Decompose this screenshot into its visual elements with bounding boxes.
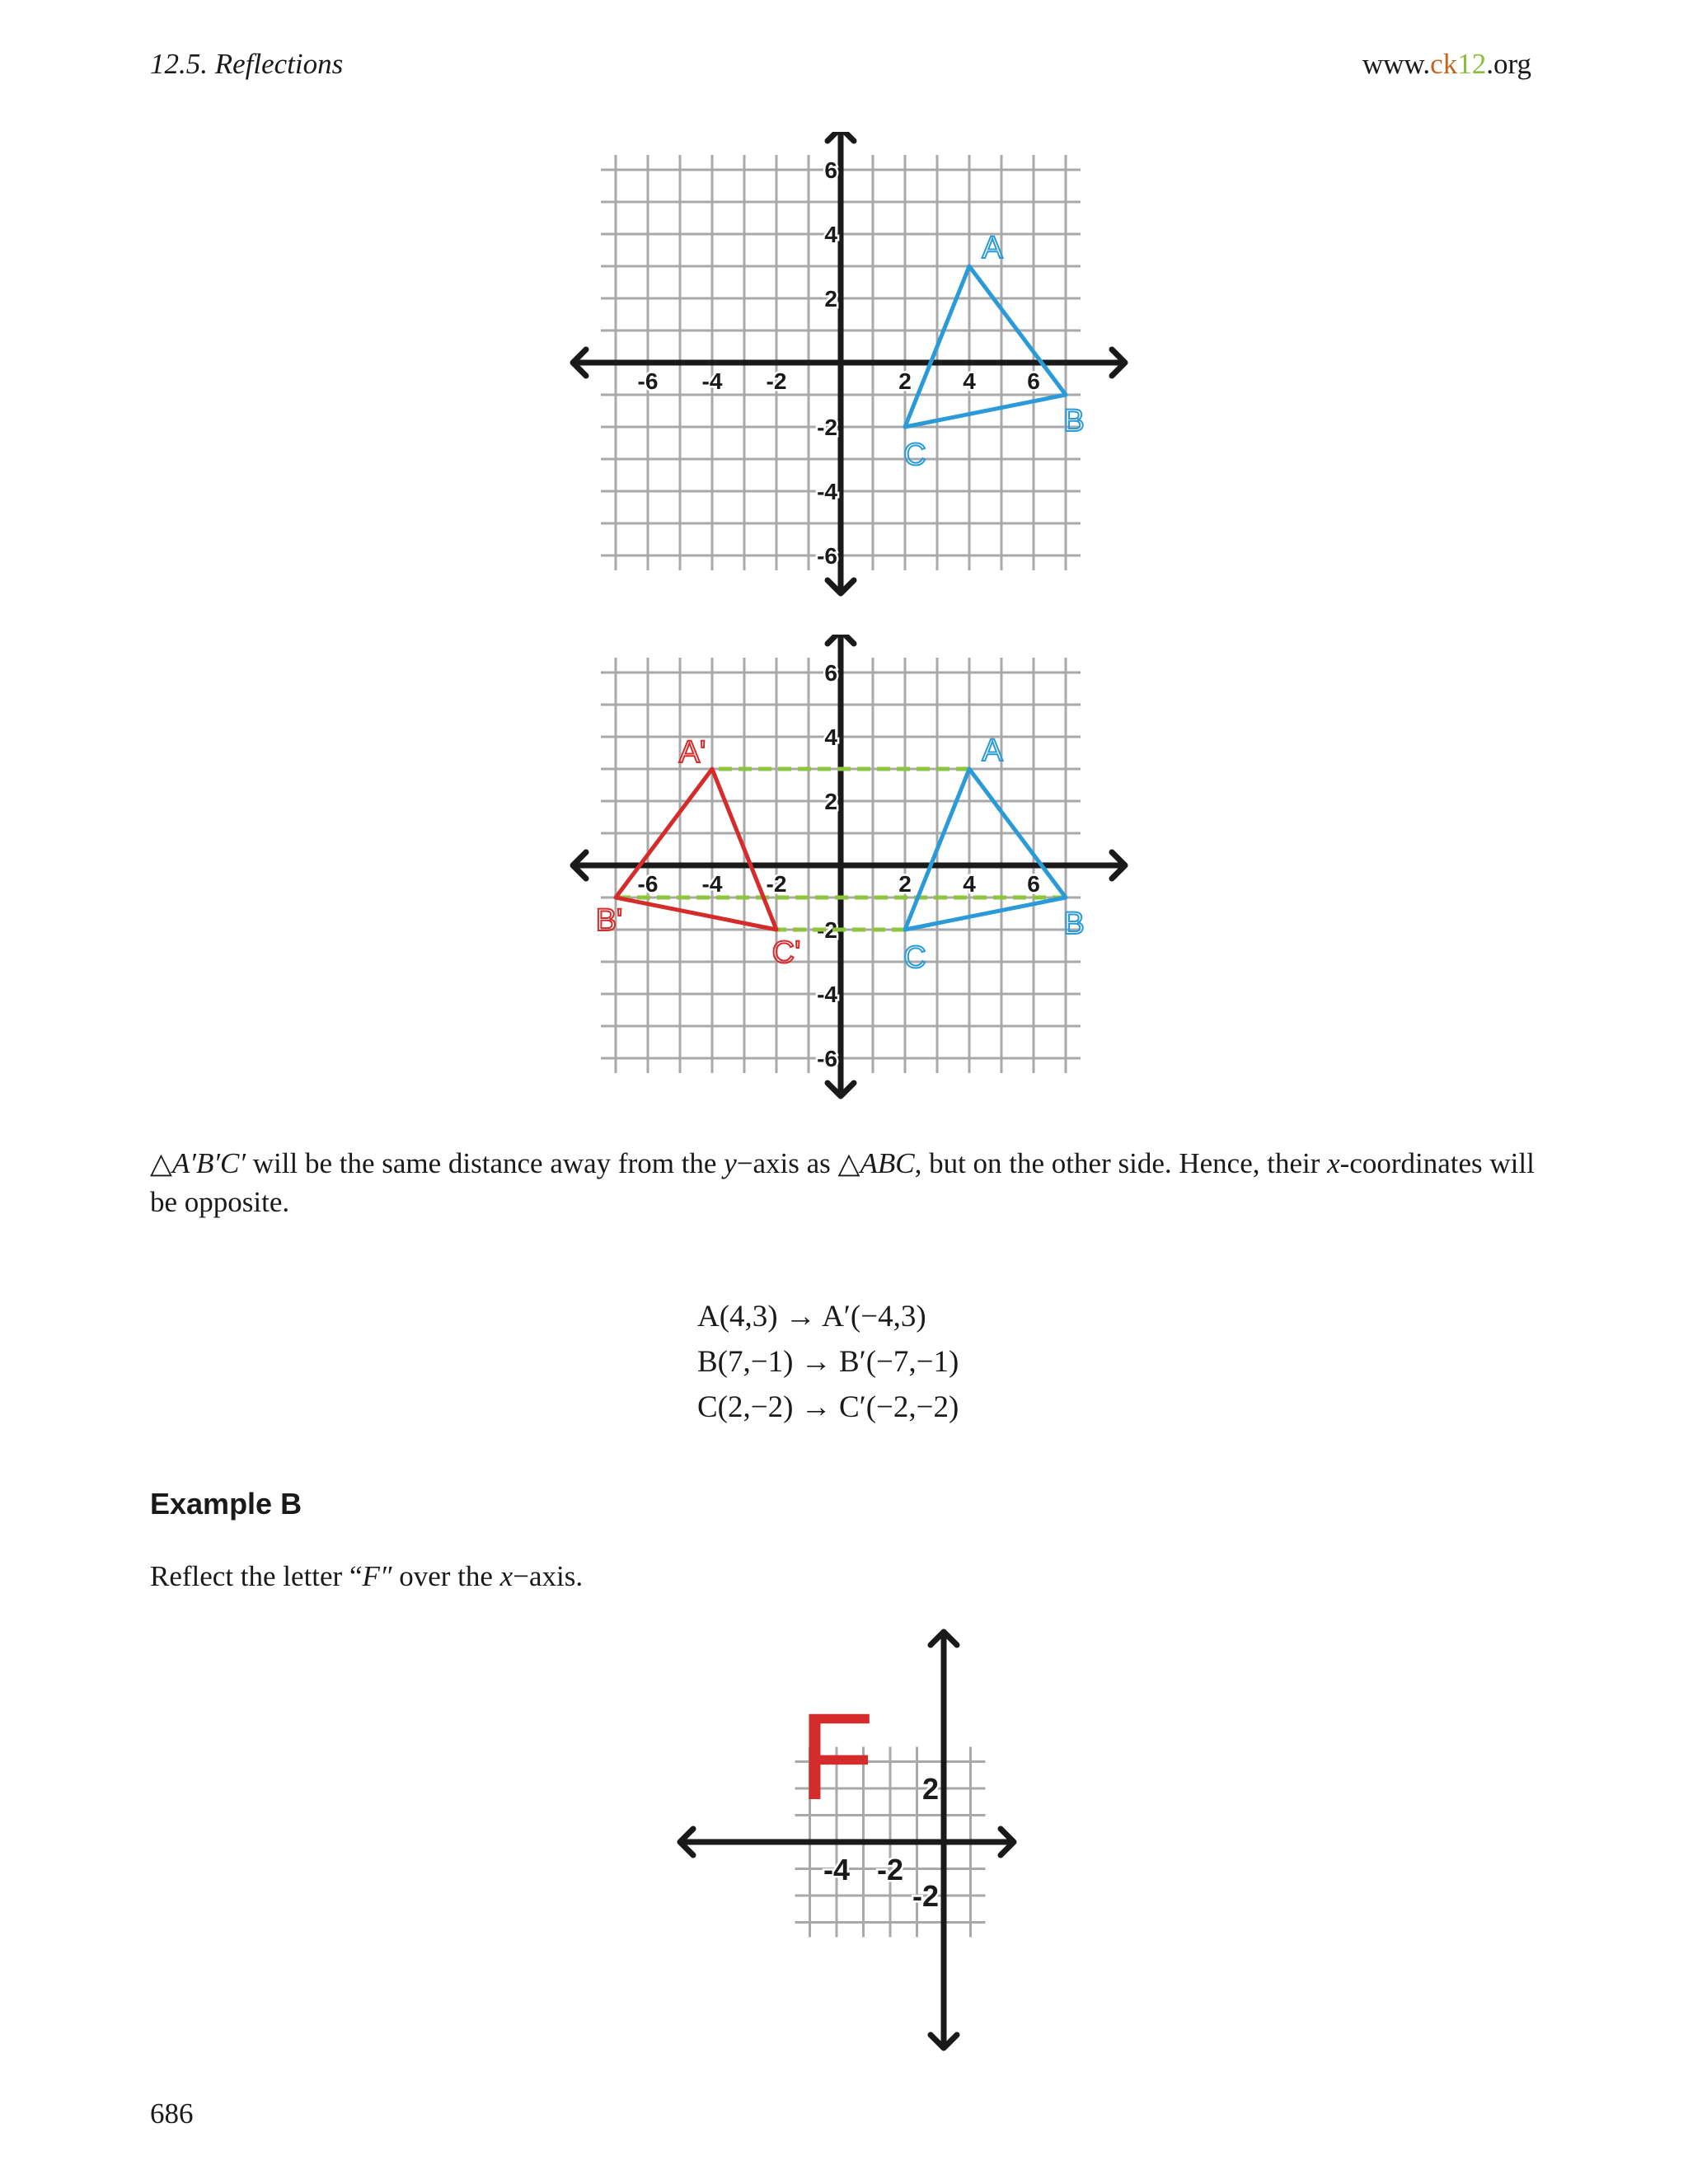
vertex-label-image: A' [678, 735, 706, 770]
example-b-heading: Example B [150, 1487, 302, 1521]
tri-image: △A′B′C′ [150, 1147, 246, 1179]
y-tick-label: 4 [824, 724, 837, 750]
page-number: 686 [150, 2097, 194, 2130]
y-tick-label: -4 [817, 982, 837, 1007]
x-tick-label: -6 [637, 871, 659, 897]
y-tick-label: 6 [824, 157, 837, 183]
y-tick-label: -2 [817, 415, 837, 440]
site-12: 12 [1457, 48, 1487, 80]
site-ck: ck [1430, 48, 1458, 80]
para-x: x [1327, 1147, 1340, 1179]
vertex-label: A [982, 231, 1003, 265]
y-tick-label: -2 [912, 1879, 939, 1913]
para-text-1: will be the same distance away from the [246, 1147, 724, 1179]
vertex-label: C [903, 438, 926, 472]
figure-reflection-over-y-axis [560, 635, 1137, 1113]
explanation-paragraph [150, 1144, 1543, 1221]
para-text-3: , but on the other side. Hence, their [914, 1147, 1328, 1179]
x-tick-label: -4 [701, 368, 723, 394]
x-tick-label: -4 [701, 871, 723, 897]
running-header-site[interactable] [1362, 48, 1531, 81]
mapping-b: B(7,−1) → B′(−7,−1) [697, 1345, 959, 1379]
mapping-a: A(4,3) → A′(−4,3) [697, 1300, 926, 1333]
vertex-label: C [903, 940, 926, 975]
para-text-2: −axis as [736, 1147, 838, 1179]
instr-x: x [499, 1560, 513, 1592]
y-tick-label: -6 [817, 1046, 837, 1071]
y-tick-label: 2 [921, 1772, 939, 1806]
instr-letter: F″ [362, 1560, 392, 1592]
site-prefix: www. [1362, 48, 1431, 80]
example-b-instruction [150, 1560, 583, 1593]
y-tick-label: -6 [817, 543, 837, 569]
instr-text-3: −axis. [513, 1560, 584, 1592]
site-suffix: .org [1486, 48, 1531, 80]
y-tick-label: -2 [817, 917, 837, 943]
figure-triangle-abc [560, 132, 1137, 610]
vertex-label: A [982, 733, 1003, 768]
instr-text-1: Reflect the letter “ [150, 1560, 363, 1592]
vertex-label: B [1063, 907, 1085, 941]
x-tick-label: -2 [766, 368, 787, 394]
figure-letter-f [659, 1628, 1039, 2064]
x-tick-label: -6 [637, 368, 659, 394]
triangle-abc [905, 266, 1066, 427]
x-tick-label: -2 [876, 1853, 904, 1886]
running-header-section: 12.5. Reflections [150, 48, 344, 80]
x-tick-label: 6 [1027, 368, 1040, 394]
x-tick-label: 4 [963, 368, 976, 394]
x-tick-label: 4 [963, 871, 976, 897]
x-tick-label: -2 [766, 871, 787, 897]
y-tick-label: 2 [824, 789, 837, 814]
x-tick-label: 2 [898, 368, 912, 394]
x-tick-label: -4 [823, 1853, 851, 1886]
triangle-image [616, 769, 776, 930]
mapping-c: C(2,−2) → C′(−2,−2) [697, 1390, 959, 1424]
y-tick-label: 2 [824, 286, 837, 312]
x-tick-label: 6 [1027, 871, 1040, 897]
letter-f: F [799, 1687, 874, 1825]
vertex-label: B [1063, 404, 1085, 438]
y-tick-label: 6 [824, 660, 837, 686]
y-tick-label: 4 [824, 222, 837, 247]
para-y: y [724, 1147, 737, 1179]
vertex-label-image: B' [595, 903, 623, 938]
coordinate-mapping [697, 1294, 959, 1430]
x-tick-label: 2 [898, 871, 912, 897]
triangle-abc [905, 769, 1066, 930]
vertex-label-image: C' [771, 935, 801, 970]
tri-original: △ABC [837, 1147, 915, 1179]
instr-text-2: over the [392, 1560, 500, 1592]
para-text-4: -coordinates will be opposite. [150, 1147, 1535, 1218]
y-tick-label: -4 [817, 479, 837, 504]
